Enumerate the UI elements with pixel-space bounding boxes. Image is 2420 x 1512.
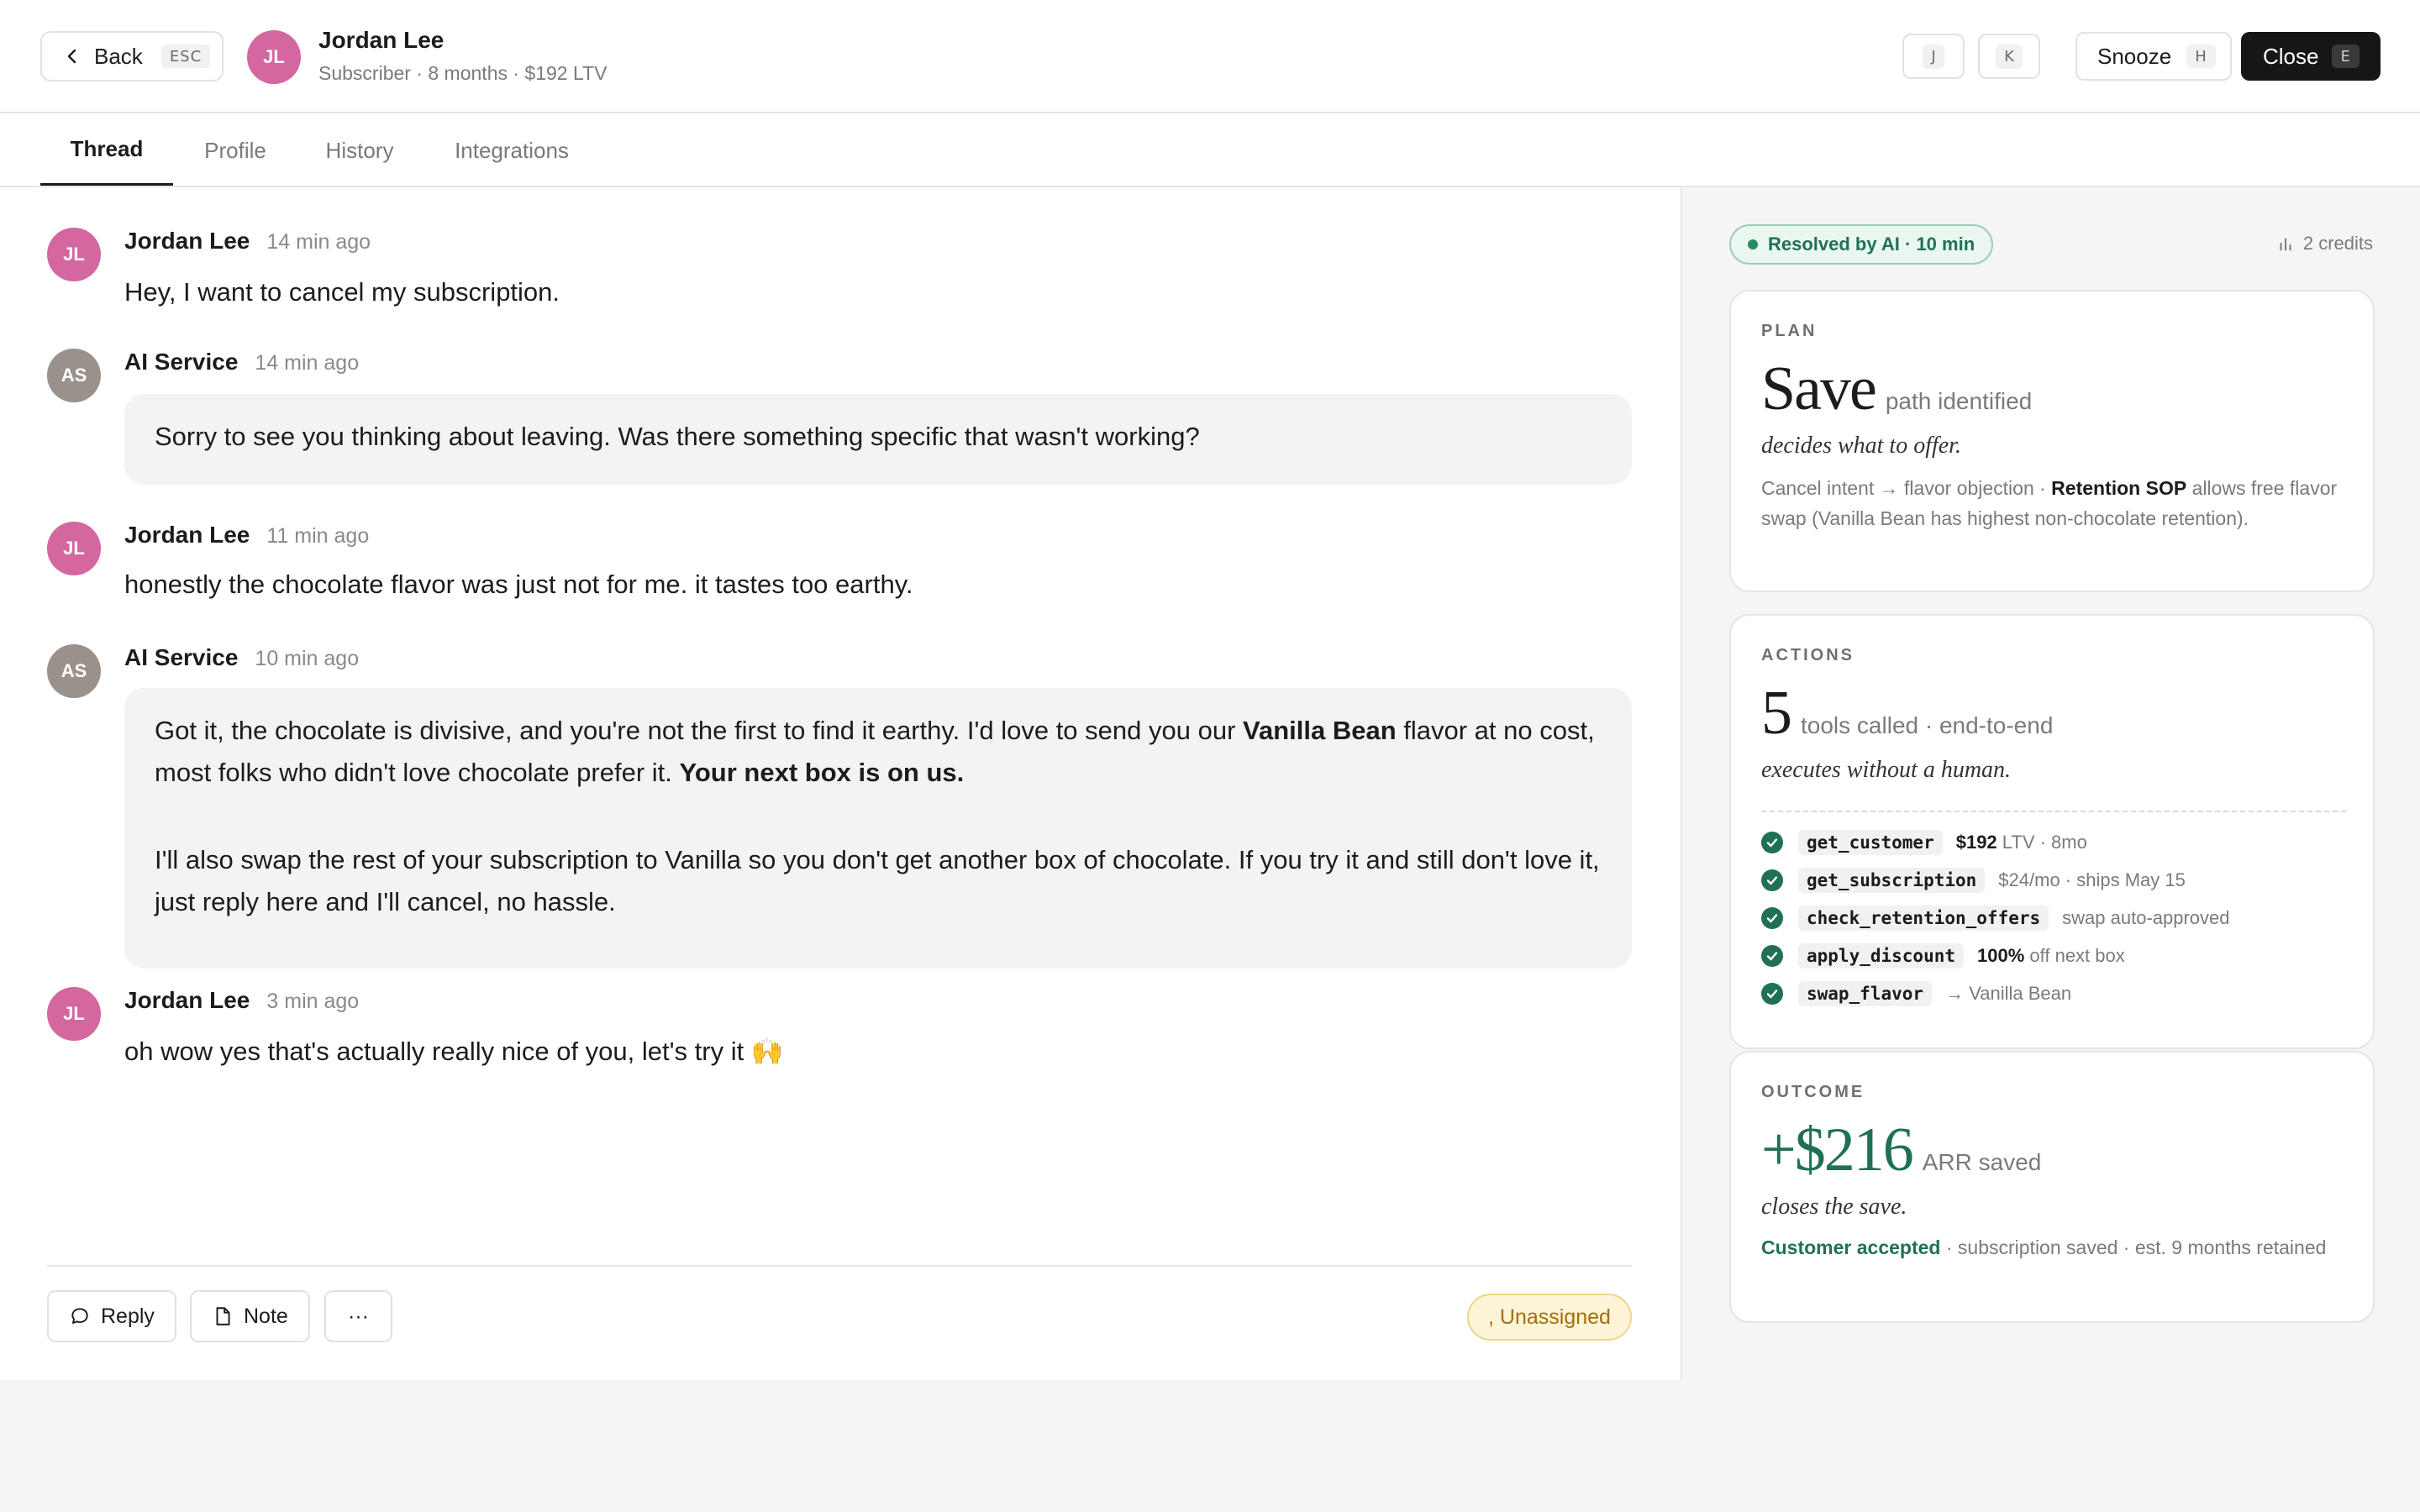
tool-detail (1945, 983, 2071, 1005)
plan-big: Save (1761, 354, 1876, 423)
plan-subline: path identified (1885, 388, 2033, 414)
message-text: honestly the chocolate flavor was just not for me. it tastes too earthy. (124, 570, 913, 599)
actions-card (1729, 614, 2375, 1049)
plan-tagline: decides what to offer. (1761, 433, 1961, 459)
author-name: AI Service (124, 644, 239, 670)
plan-description (1761, 473, 2349, 533)
speech-bubble-icon (69, 1305, 91, 1327)
actions-big: 5 (1761, 679, 1791, 748)
status-dot-icon (1748, 239, 1758, 249)
message-paragraph (155, 710, 1602, 794)
check-icon (1761, 983, 1783, 1005)
message-time: 11 min ago (266, 524, 370, 548)
outcome-big: +$216 (1761, 1116, 1912, 1184)
desc-run: · subscription saved · est. 9 months retained (1940, 1236, 2327, 1258)
check-icon (1761, 832, 1783, 853)
actions-label: ACTIONS (1761, 646, 1854, 664)
more-actions-button[interactable]: ··· (324, 1290, 392, 1342)
desc-run: Cancel intent → flavor objection · (1761, 477, 2052, 499)
customer-avatar: JL (247, 30, 301, 84)
outcome-headline (1761, 1116, 2041, 1196)
tool-detail-text: swap auto-approved (2062, 907, 2230, 928)
reply-button[interactable] (47, 1290, 176, 1342)
desc-run: allows free flavor swap (Vanilla Bean has highest non-chocolate retention). (1761, 477, 2338, 529)
divider (1761, 811, 2346, 812)
message-bubble (124, 688, 1632, 969)
bar-chart-icon (2276, 234, 2295, 253)
avatar: JL (47, 228, 101, 281)
text-run: Got it, the chocolate is divisive, and you're not the first to find it earthy. I'd love to send you our (155, 716, 1244, 745)
message-time: 14 min ago (255, 351, 360, 375)
note-button[interactable] (190, 1290, 310, 1342)
message-author (124, 987, 359, 1014)
prev-conversation-button[interactable] (1902, 34, 1965, 79)
actions-subline: tools called · end-to-end (1801, 712, 2054, 738)
close-shortcut: E (2332, 45, 2359, 68)
document-icon (212, 1305, 234, 1327)
author-name: AI Service (124, 349, 239, 375)
plan-label: PLAN (1761, 322, 1818, 340)
resolved-status-text: Resolved by AI · 10 min (1768, 234, 1975, 255)
tab-thread[interactable]: Thread (40, 115, 173, 186)
tool-call-row (1761, 979, 2071, 1009)
next-conversation-button[interactable] (1978, 34, 2040, 79)
text-run: flavor at no cost, most folks who didn't love chocolate prefer it. (155, 716, 1595, 787)
message-author (124, 522, 369, 549)
tool-name: apply_discount (1798, 943, 1964, 969)
message-author (124, 228, 371, 255)
tab-bar (0, 115, 2420, 187)
back-shortcut: ESC (161, 45, 210, 68)
back-label: Back (94, 43, 143, 69)
message-text: Hey, I want to cancel my subscription. (124, 277, 560, 307)
customer-name: Jordan Lee (318, 27, 445, 53)
note-label: Note (244, 1304, 288, 1328)
outcome-description (1761, 1232, 2349, 1263)
check-icon (1761, 945, 1783, 967)
text-emphasis: Vanilla Bean (1243, 716, 1397, 745)
outcome-card (1729, 1051, 2375, 1323)
chevron-left-icon (62, 46, 82, 66)
resolution-panel (1681, 187, 2420, 1380)
tool-call-row (1761, 865, 2186, 895)
plan-headline (1761, 355, 2032, 435)
check-icon (1761, 907, 1783, 929)
header (0, 0, 2420, 113)
resolved-status-badge (1729, 224, 1993, 265)
close-label: Close (2263, 43, 2319, 69)
outcome-label: OUTCOME (1761, 1083, 1865, 1101)
tool-call-row (1761, 903, 2230, 933)
tool-detail (1998, 869, 2186, 891)
tool-name: swap_flavor (1798, 981, 1932, 1006)
outcome-subline: ARR saved (1922, 1149, 2042, 1175)
tool-call-row (1761, 827, 2087, 858)
message-text: oh wow yes that's actually really nice of you, let's try it 🙌 (124, 1037, 784, 1066)
next-key: K (1996, 45, 2023, 69)
tool-detail (1977, 945, 2125, 967)
close-button[interactable] (2241, 32, 2381, 81)
tool-detail (1956, 832, 2087, 853)
message-time: 14 min ago (266, 230, 371, 254)
text-emphasis: Your next box is on us. (679, 758, 965, 787)
avatar: JL (47, 522, 101, 575)
tool-detail-text: LTV · 8mo (1996, 832, 2087, 853)
avatar: AS (47, 644, 101, 698)
tab-profile[interactable]: Profile (204, 137, 266, 163)
snooze-label: Snooze (2097, 43, 2172, 69)
check-icon (1761, 869, 1783, 891)
reply-label: Reply (101, 1304, 155, 1328)
tool-call-row (1761, 941, 2125, 971)
tab-history[interactable]: History (325, 137, 394, 163)
author-name: Jordan Lee (124, 987, 250, 1013)
message-thread (0, 187, 1679, 1380)
author-name: Jordan Lee (124, 522, 250, 548)
message-bubble: Sorry to see you thinking about leaving. Was there something specific that wasn't working? (124, 394, 1632, 485)
tool-detail-text: $24/mo · ships May 15 (1998, 869, 2186, 890)
prev-key: J (1923, 45, 1944, 69)
plan-card (1729, 290, 2375, 592)
snooze-shortcut: H (2186, 45, 2216, 68)
message-time: 10 min ago (255, 647, 360, 670)
tool-detail (2062, 907, 2229, 929)
desc-emphasis: Retention SOP (2051, 477, 2187, 499)
assignee-badge[interactable]: , Unassigned (1467, 1294, 1632, 1341)
snooze-button[interactable] (2075, 32, 2232, 81)
author-name: Jordan Lee (124, 228, 250, 254)
actions-tagline: executes without a human. (1761, 757, 2012, 783)
composer-divider (47, 1265, 1632, 1267)
message-author (124, 644, 359, 671)
tool-detail-emphasis: 100% (1977, 945, 2025, 966)
tool-name: get_customer (1798, 830, 1943, 855)
tab-integrations[interactable]: Integrations (455, 137, 569, 163)
tool-detail-text: → Vanilla Bean (1945, 983, 2072, 1004)
credits-text: 2 credits (2302, 233, 2373, 254)
message-author (124, 349, 359, 375)
tool-name: check_retention_offers (1798, 906, 2049, 931)
actions-headline (1761, 680, 2053, 759)
customer-summary: Subscriber · 8 months · $192 LTV (318, 62, 608, 84)
outcome-status: Customer accepted (1761, 1236, 1941, 1258)
avatar: JL (47, 987, 101, 1041)
tool-detail-text: off next box (2024, 945, 2125, 966)
outcome-tagline: closes the save. (1761, 1194, 1907, 1220)
message-paragraph: I'll also swap the rest of your subscription to Vanilla so you don't get another box of chocolate. If you try it and still don't love it, just reply here and I'll cancel, no hassle. (155, 845, 1600, 916)
tool-name: get_subscription (1798, 868, 1985, 893)
tool-detail-emphasis: $192 (1955, 832, 1997, 853)
back-button[interactable] (40, 31, 224, 81)
credits-indicator (2276, 233, 2373, 255)
avatar: AS (47, 349, 101, 402)
message-time: 3 min ago (266, 990, 360, 1013)
